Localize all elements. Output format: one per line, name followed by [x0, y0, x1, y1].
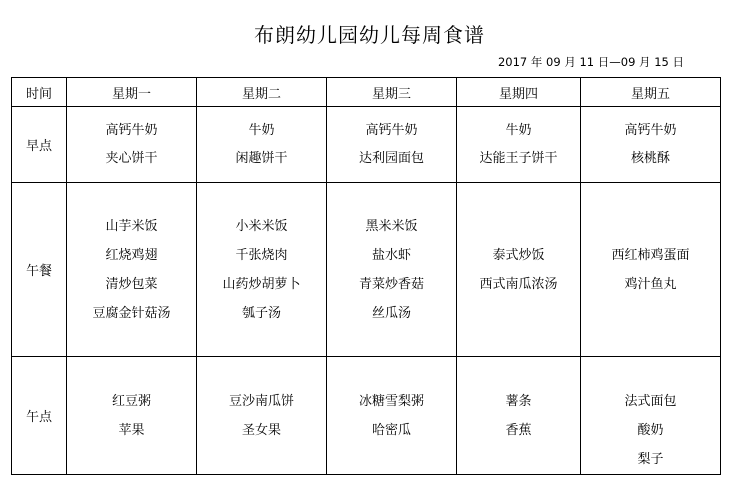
dish-item: 小米米饭 — [235, 218, 288, 234]
dish-item: 红豆粥 — [111, 394, 151, 409]
dish-item: 牛奶 — [505, 122, 532, 138]
day-header-tue: 星期二 — [197, 78, 327, 107]
menu-cell-thu — [457, 183, 581, 357]
dish-item: 青菜炒香菇 — [358, 276, 424, 292]
dish-item: 山芋米饭 — [105, 218, 158, 234]
day-header-thu: 星期四 — [457, 78, 581, 107]
dish-item: 冰糖雪梨粥 — [358, 394, 424, 409]
breakfast-row — [12, 107, 721, 183]
dish-item: 酸奶 — [637, 423, 664, 438]
menu-cell-fri — [581, 357, 721, 475]
dish-item: 山药炒胡萝卜 — [222, 276, 301, 292]
menu-cell-tue — [197, 183, 327, 357]
menu-cell-tue — [197, 107, 327, 183]
dish-item: 牛奶 — [248, 122, 275, 138]
menu-cell-thu — [457, 107, 581, 183]
day-header-mon: 星期一 — [67, 78, 197, 107]
dish-item: 豆沙南瓜饼 — [228, 394, 294, 409]
dish-item: 哈密瓜 — [371, 423, 411, 438]
dish-item: 梨子 — [637, 452, 664, 467]
dish-item: 闲趣饼干 — [235, 150, 288, 166]
dish-item: 鸡汁鱼丸 — [624, 276, 677, 292]
menu-cell-wed — [327, 357, 457, 475]
menu-cell-fri — [581, 183, 721, 357]
menu-cell-mon — [67, 183, 197, 357]
menu-cell-tue — [197, 357, 327, 475]
dish-item: 核桃酥 — [630, 150, 670, 166]
dish-item: 清炒包菜 — [105, 276, 158, 292]
meal-label-afternoon-snack: 午点 — [12, 357, 67, 475]
menu-cell-wed — [327, 183, 457, 357]
meal-label-breakfast: 早点 — [12, 107, 67, 183]
menu-cell-fri — [581, 107, 721, 183]
meal-label-lunch: 午餐 — [12, 183, 67, 357]
menu-cell-mon — [67, 107, 197, 183]
dish-item: 苹果 — [118, 423, 145, 438]
dish-item: 黑米米饭 — [365, 218, 418, 234]
dish-item: 瓠子汤 — [241, 305, 281, 321]
weekly-menu-table — [11, 77, 721, 475]
dish-item: 圣女果 — [241, 423, 281, 438]
header-row — [12, 78, 721, 107]
afternoon-snack-row — [12, 357, 721, 475]
dish-item: 高钙牛奶 — [365, 122, 418, 138]
menu-cell-thu — [457, 357, 581, 475]
dish-item: 西式南瓜浓汤 — [479, 276, 558, 292]
dish-item: 法式面包 — [624, 394, 677, 409]
corner-header: 时间 — [12, 78, 67, 107]
dish-item: 西红柿鸡蛋面 — [611, 247, 690, 263]
menu-cell-wed — [327, 107, 457, 183]
dish-item: 香蕉 — [505, 423, 532, 438]
day-header-wed: 星期三 — [327, 78, 457, 107]
dish-item: 夹心饼干 — [105, 150, 158, 166]
dish-item: 丝瓜汤 — [371, 305, 411, 321]
dish-item: 达利园面包 — [358, 150, 424, 166]
dish-item: 豆腐金针菇汤 — [92, 305, 171, 321]
dish-item: 盐水虾 — [371, 247, 411, 263]
menu-title: 布朗幼儿园幼儿每周食谱 — [254, 23, 485, 47]
dish-item: 高钙牛奶 — [624, 122, 677, 138]
dish-item: 薯条 — [505, 394, 532, 409]
dish-item: 泰式炒饭 — [492, 247, 545, 263]
date-range: 2017 年 09 月 11 日—09 月 15 日 — [497, 55, 684, 69]
menu-cell-mon — [67, 357, 197, 475]
dish-item: 红烧鸡翅 — [105, 247, 158, 263]
day-header-fri: 星期五 — [581, 78, 721, 107]
lunch-row — [12, 183, 721, 357]
dish-item: 高钙牛奶 — [105, 122, 158, 138]
dish-item: 达能王子饼干 — [479, 150, 558, 166]
dish-item: 千张烧肉 — [235, 247, 288, 263]
